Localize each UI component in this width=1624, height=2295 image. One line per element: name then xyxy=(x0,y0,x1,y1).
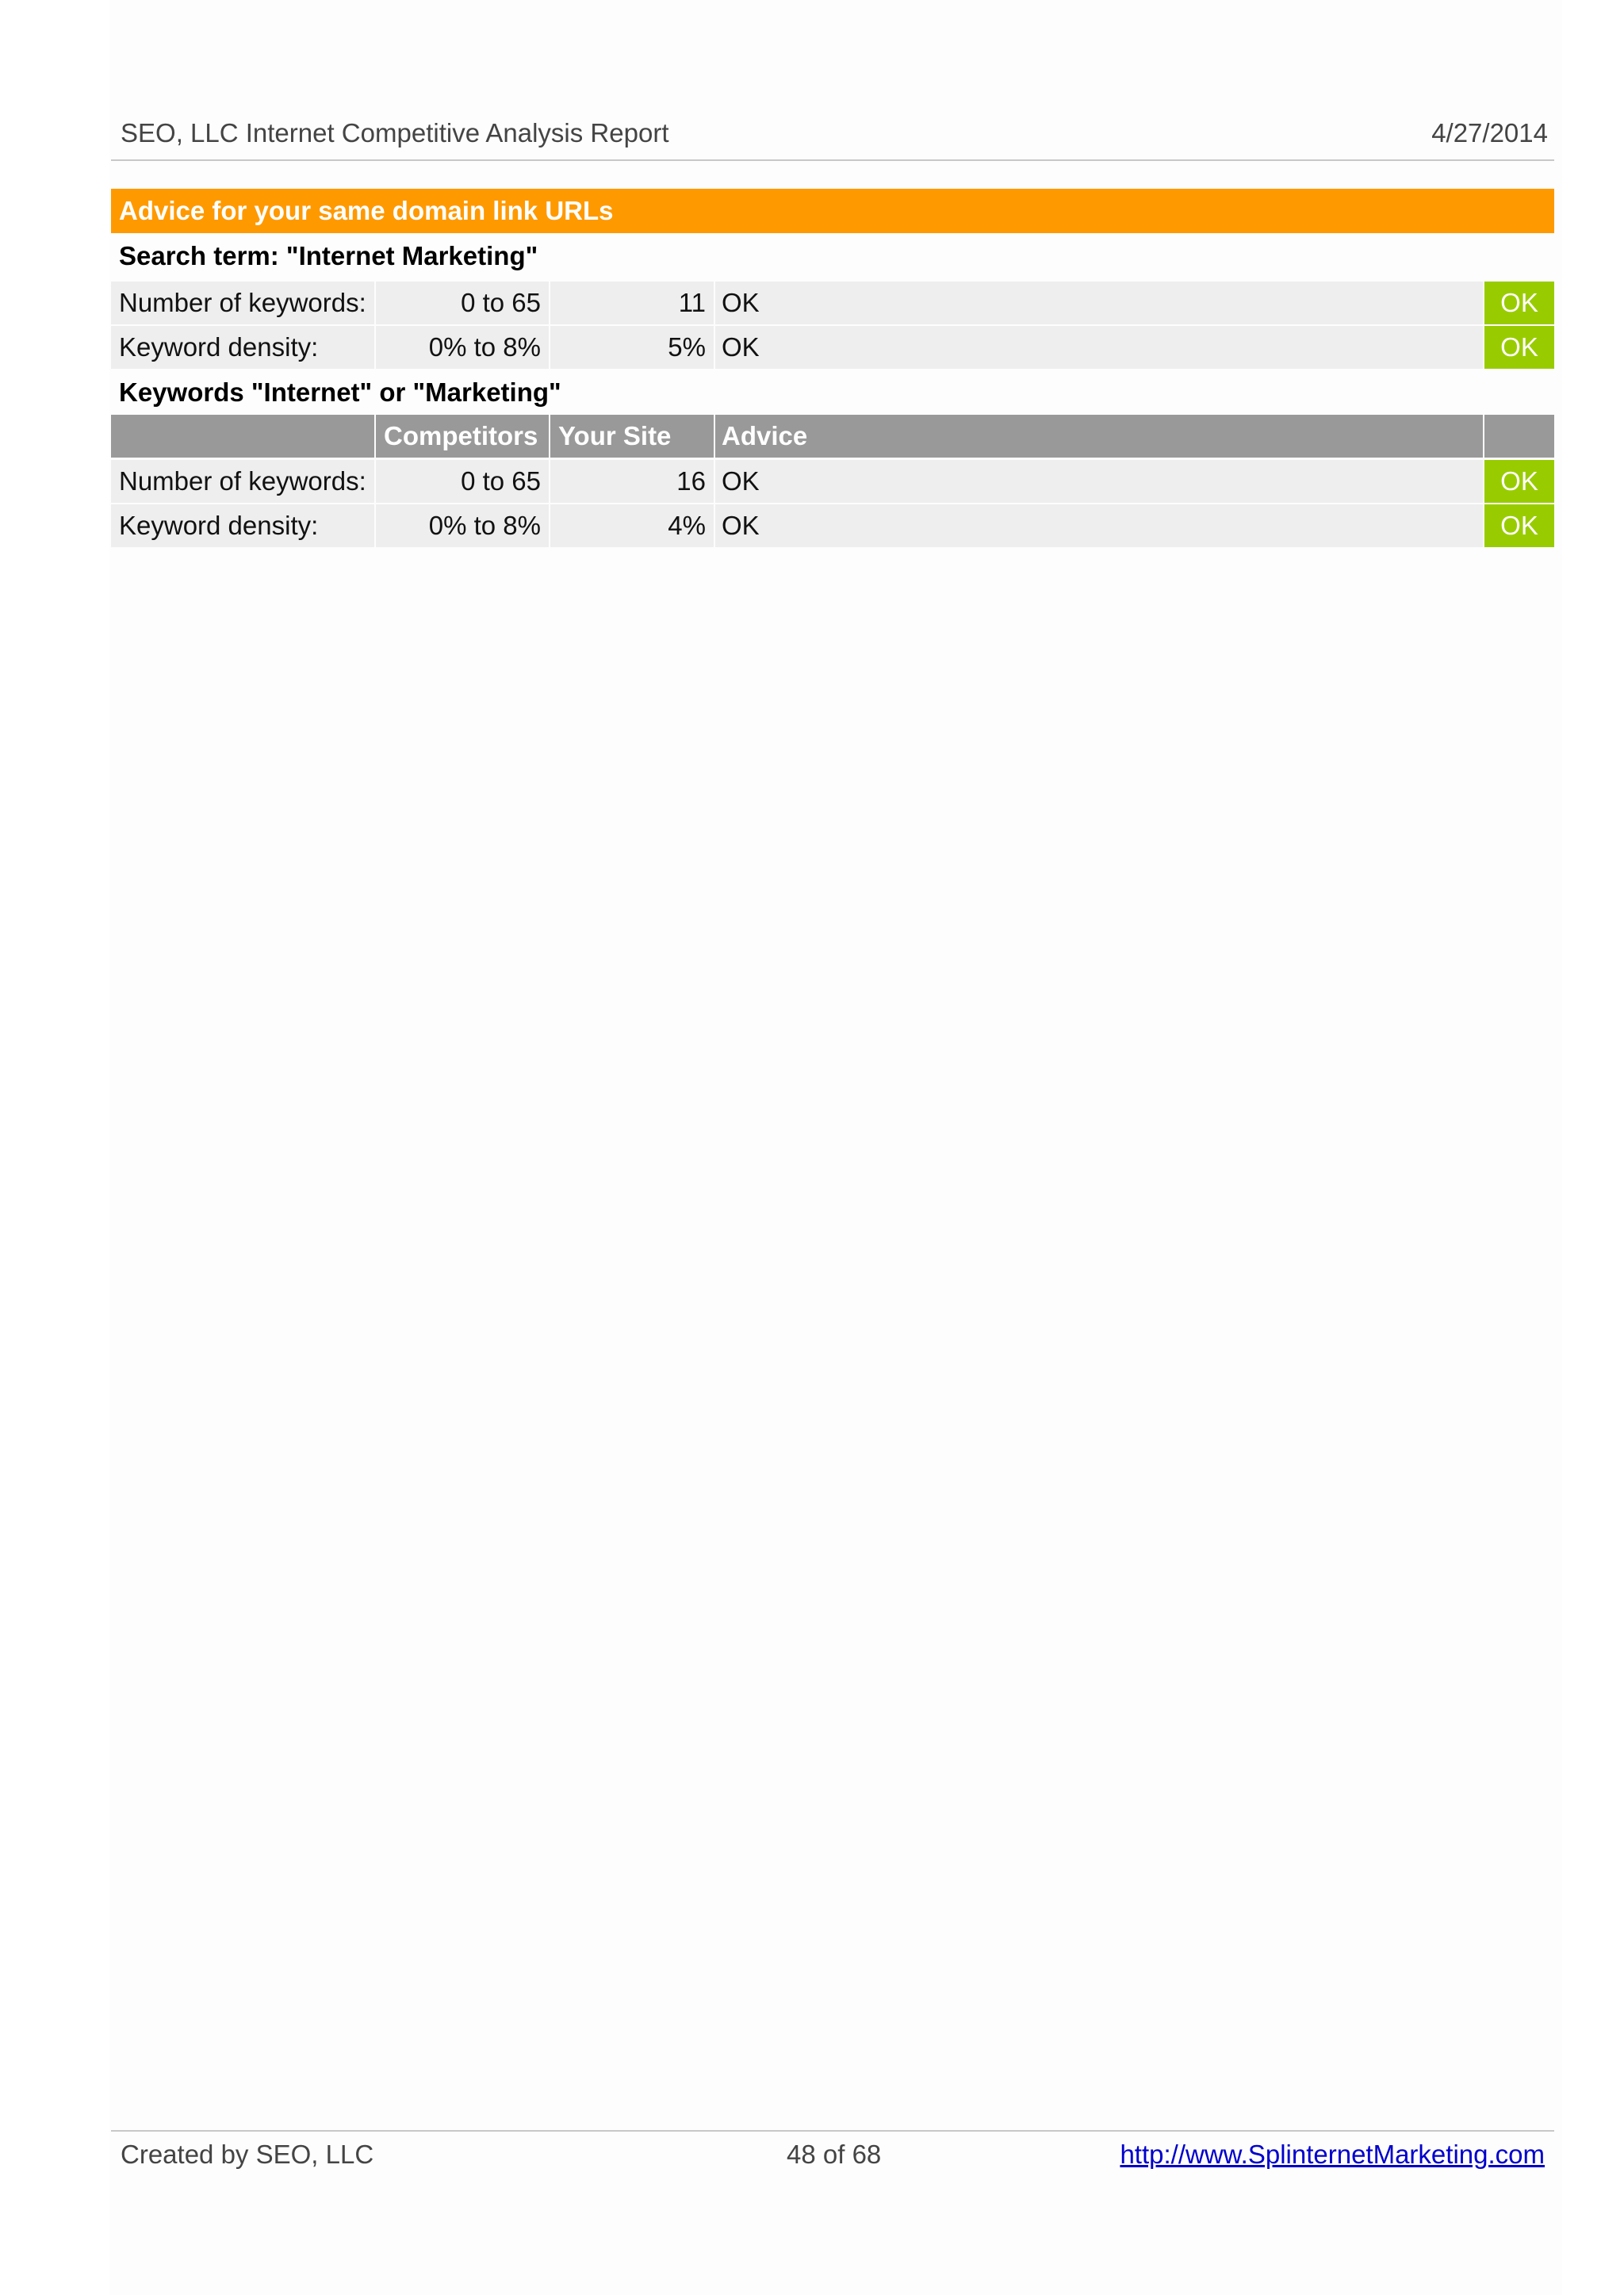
page-header xyxy=(111,115,1554,161)
advice-value: OK xyxy=(715,326,1483,369)
footer-created-by: Created by SEO, LLC xyxy=(121,2140,374,2169)
table-row xyxy=(111,326,1554,369)
advice-value: OK xyxy=(715,282,1483,324)
search-term-heading: Search term: "Internet Marketing" xyxy=(119,241,538,270)
competitors-value: 0% to 8% xyxy=(376,326,549,369)
table-header-row xyxy=(111,415,1554,458)
competitors-value: 0 to 65 xyxy=(376,460,549,503)
table-row xyxy=(111,460,1554,503)
keywords-heading: Keywords "Internet" or "Marketing" xyxy=(119,377,561,407)
report-date: 4/27/2014 xyxy=(1431,118,1548,148)
table-row xyxy=(111,504,1554,547)
advice-value: OK xyxy=(715,460,1483,503)
footer-website-link[interactable]: http://www.SplinternetMarketing.com xyxy=(1120,2140,1545,2169)
competitors-value: 0% to 8% xyxy=(376,504,549,547)
row-label: Keyword density: xyxy=(111,504,374,547)
status-badge: OK xyxy=(1484,282,1554,324)
row-label: Number of keywords: xyxy=(111,282,374,324)
competitors-value: 0 to 65 xyxy=(376,282,549,324)
status-badge: OK xyxy=(1484,326,1554,369)
column-header-competitors: Competitors xyxy=(376,415,549,458)
column-header-advice: Advice xyxy=(715,415,1483,458)
report-title: SEO, LLC Internet Competitive Analysis Report xyxy=(121,118,669,148)
your-site-value: 11 xyxy=(550,282,714,324)
table-row xyxy=(111,282,1554,324)
advice-value: OK xyxy=(715,504,1483,547)
column-header-your-site: Your Site xyxy=(550,415,714,458)
status-badge: OK xyxy=(1484,504,1554,547)
page-footer xyxy=(111,2130,1554,2179)
row-label: Keyword density: xyxy=(111,326,374,369)
row-label: Number of keywords: xyxy=(111,460,374,503)
your-site-value: 4% xyxy=(550,504,714,547)
column-header-status xyxy=(1484,415,1554,458)
section-title: Advice for your same domain link URLs xyxy=(119,196,614,225)
section-title-bar xyxy=(111,189,1554,233)
your-site-value: 5% xyxy=(550,326,714,369)
page-number: 48 of 68 xyxy=(787,2140,882,2169)
your-site-value: 16 xyxy=(550,460,714,503)
status-badge: OK xyxy=(1484,460,1554,503)
column-header-label xyxy=(111,415,374,458)
